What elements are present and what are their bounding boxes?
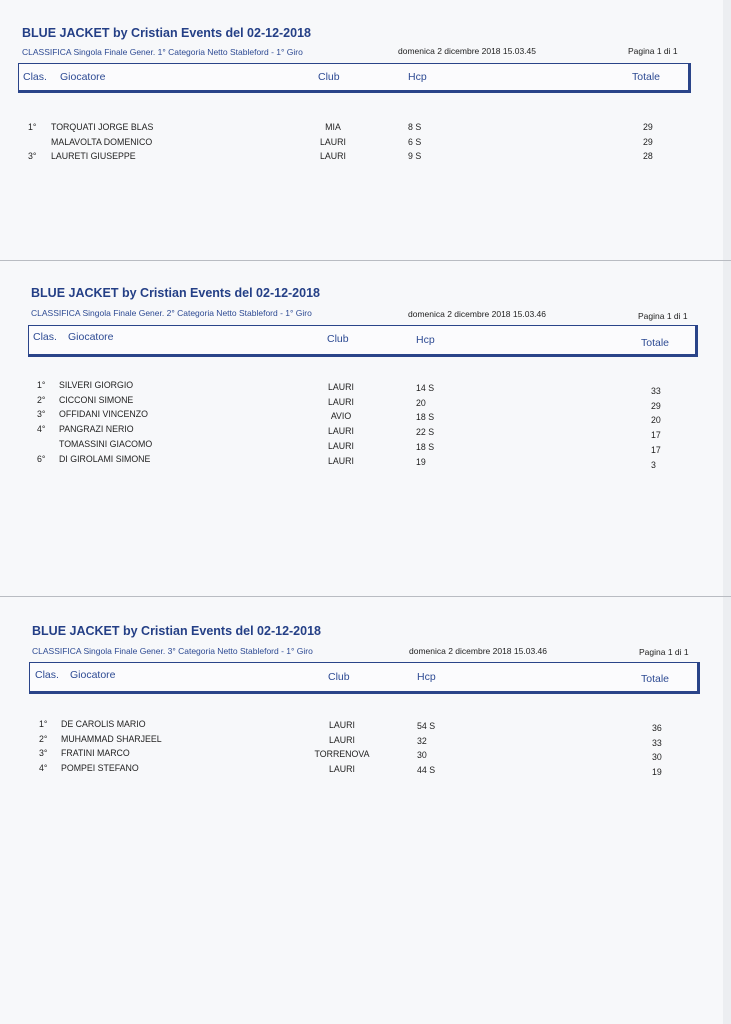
row-pos: 3° — [37, 409, 46, 419]
row-pos: 2° — [39, 734, 48, 744]
row-pos: 6° — [37, 454, 46, 464]
row-total: 17 — [651, 430, 661, 440]
row-pos: 3° — [39, 748, 48, 758]
header-clas: Clas. — [23, 71, 47, 83]
header-club: Club — [328, 671, 350, 683]
table-header — [29, 662, 700, 694]
row-pos: 1° — [28, 122, 37, 132]
header-giocatore: Giocatore — [60, 71, 106, 83]
row-club: LAURI — [328, 456, 354, 466]
row-hcp: 18 S — [416, 412, 435, 422]
row-total: 29 — [643, 122, 653, 132]
row-name: POMPEI STEFANO — [61, 763, 139, 773]
page-separator — [0, 596, 731, 597]
row-club: LAURI — [328, 426, 354, 436]
sheet-title: BLUE JACKET by Cristian Events del 02-12-2018 — [31, 286, 320, 300]
row-name: DI GIROLAMI SIMONE — [59, 454, 151, 464]
row-name: OFFIDANI VINCENZO — [59, 409, 148, 419]
row-total: 30 — [652, 752, 662, 762]
row-pos: 3° — [28, 151, 37, 161]
table-header — [28, 325, 698, 357]
sheet-datetime: domenica 2 dicembre 2018 15.03.46 — [409, 646, 547, 656]
header-totale: Totale — [641, 337, 670, 349]
sheet-title: BLUE JACKET by Cristian Events del 02-12-2018 — [22, 26, 311, 40]
row-name: FRATINI MARCO — [61, 748, 130, 758]
row-pos: 2° — [37, 395, 46, 405]
header-hcp: Hcp — [408, 71, 427, 83]
sheet-title: BLUE JACKET by Cristian Events del 02-12-2018 — [32, 624, 321, 638]
header-giocatore: Giocatore — [70, 669, 116, 681]
row-hcp: 44 S — [417, 765, 436, 775]
row-name: DE CAROLIS MARIO — [61, 719, 146, 729]
header-giocatore: Giocatore — [68, 331, 114, 343]
row-pos: 1° — [37, 380, 46, 390]
header-club: Club — [327, 333, 349, 345]
row-total: 20 — [651, 415, 661, 425]
row-hcp: 9 S — [408, 151, 422, 161]
row-hcp: 22 S — [416, 427, 435, 437]
header-hcp: Hcp — [417, 671, 436, 683]
scan-edge — [723, 0, 731, 1024]
row-hcp: 20 — [416, 398, 426, 408]
row-club: TORRENOVA — [314, 749, 370, 759]
row-club: LAURI — [329, 735, 355, 745]
row-pos: 4° — [39, 763, 48, 773]
header-club: Club — [318, 71, 340, 83]
row-hcp: 54 S — [417, 721, 436, 731]
sheet-page: Pagina 1 di 1 — [628, 46, 678, 56]
row-pos: 1° — [39, 719, 48, 729]
header-clas: Clas. — [33, 331, 57, 343]
row-hcp: 19 — [416, 457, 426, 467]
sheet-datetime: domenica 2 dicembre 2018 15.03.45 — [398, 46, 536, 56]
row-club: LAURI — [320, 151, 346, 161]
row-total: 3 — [651, 460, 656, 470]
header-clas: Clas. — [35, 669, 59, 681]
sheet-datetime: domenica 2 dicembre 2018 15.03.46 — [408, 309, 546, 319]
row-total: 28 — [643, 151, 653, 161]
row-total: 33 — [652, 738, 662, 748]
row-name: TOMASSINI GIACOMO — [59, 439, 153, 449]
row-hcp: 14 S — [416, 383, 435, 393]
sheet-subtitle: CLASSIFICA Singola Finale Gener. 3° Categoria Netto Stableford - 1° Giro — [32, 646, 313, 656]
row-pos: 4° — [37, 424, 46, 434]
row-name: CICCONI SIMONE — [59, 395, 134, 405]
header-totale: Totale — [632, 71, 661, 83]
row-total: 19 — [652, 767, 662, 777]
row-club: LAURI — [329, 720, 355, 730]
row-club: LAURI — [328, 397, 354, 407]
header-totale: Totale — [641, 673, 670, 685]
row-total: 29 — [643, 137, 653, 147]
page-separator — [0, 260, 731, 261]
row-hcp: 8 S — [408, 122, 422, 132]
row-hcp: 6 S — [408, 137, 422, 147]
row-name: PANGRAZI NERIO — [59, 424, 134, 434]
row-club: LAURI — [328, 382, 354, 392]
sheet-page: Pagina 1 di 1 — [638, 311, 688, 321]
table-header — [18, 63, 691, 93]
row-club: MIA — [325, 122, 341, 132]
row-hcp: 30 — [417, 750, 427, 760]
row-hcp: 32 — [417, 736, 427, 746]
row-club: AVIO — [330, 411, 352, 421]
row-name: TORQUATI JORGE BLAS — [51, 122, 154, 132]
row-name: SILVERI GIORGIO — [59, 380, 134, 390]
row-club: LAURI — [328, 441, 354, 451]
sheet-page: Pagina 1 di 1 — [639, 647, 689, 657]
row-total: 33 — [651, 386, 661, 396]
row-name: MUHAMMAD SHARJEEL — [61, 734, 162, 744]
row-name: LAURETI GIUSEPPE — [51, 151, 136, 161]
row-hcp: 18 S — [416, 442, 435, 452]
row-total: 17 — [651, 445, 661, 455]
row-club: LAURI — [320, 137, 346, 147]
sheet-subtitle: CLASSIFICA Singola Finale Gener. 1° Categoria Netto Stableford - 1° Giro — [22, 47, 303, 57]
header-hcp: Hcp — [416, 334, 435, 346]
row-total: 29 — [651, 401, 661, 411]
row-total: 36 — [652, 723, 662, 733]
sheet-subtitle: CLASSIFICA Singola Finale Gener. 2° Categoria Netto Stableford - 1° Giro — [31, 308, 312, 318]
row-club: LAURI — [329, 764, 355, 774]
row-name: MALAVOLTA DOMENICO — [51, 137, 153, 147]
